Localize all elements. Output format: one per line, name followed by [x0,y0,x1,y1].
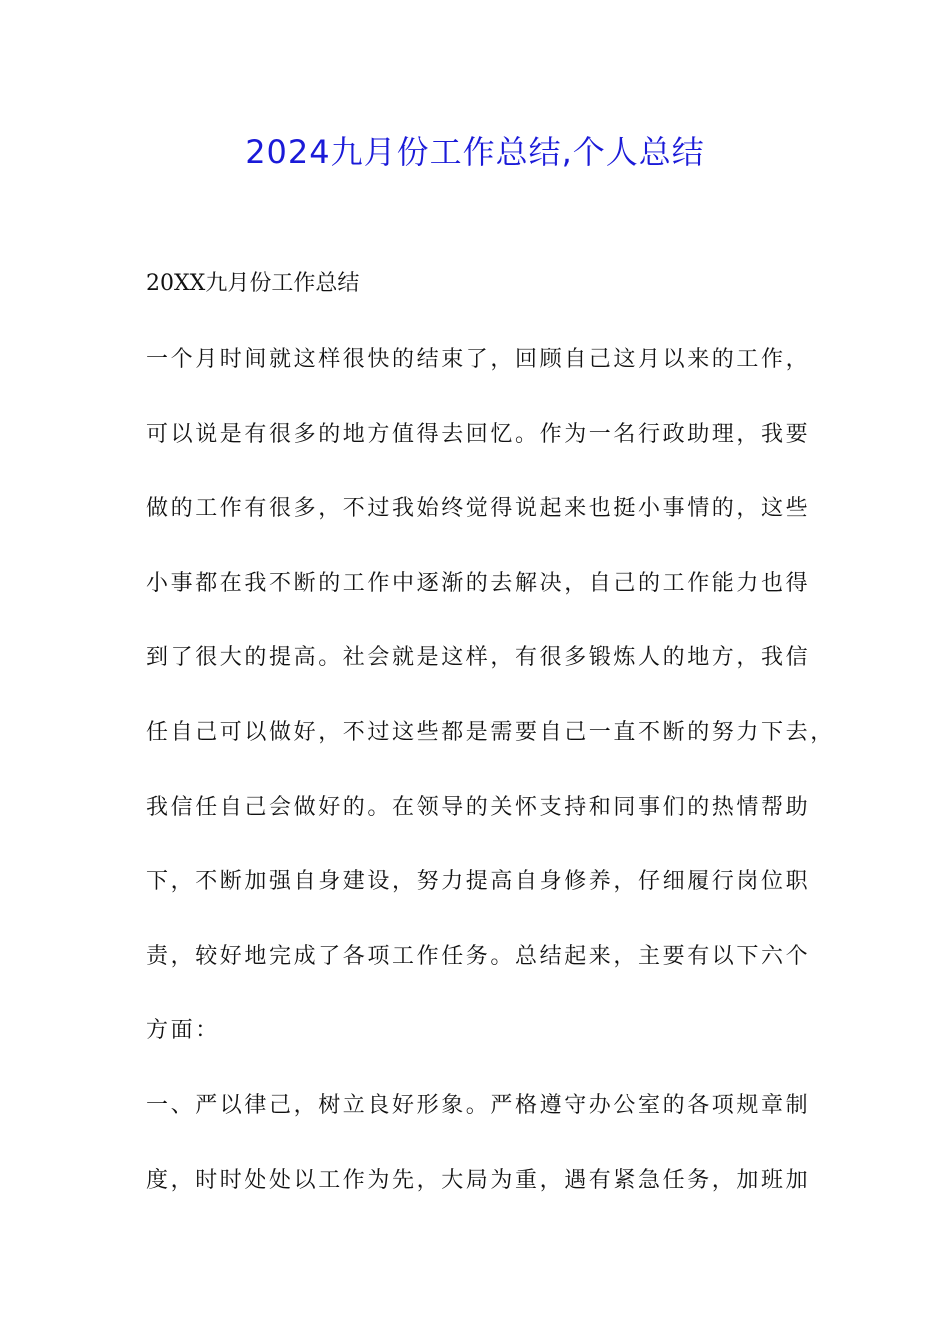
text-line: 可以说是有很多的地方值得去回忆。作为一名行政助理，我要 [146,421,811,447]
text-line: 一、严以律己，树立良好形象。严格遵守办公室的各项规章制 [146,1092,811,1118]
text-line: 下，不断加强自身建设，努力提高自身修养，仔细履行岗位职 [146,869,811,895]
text-line: 任自己可以做好，不过这些都是需要自己一直不断的努力下去， [146,719,835,745]
text-line: 度，时时处处以工作为先，大局为重，遇有紧急任务，加班加 [146,1167,811,1193]
body-text [146,340,836,1235]
text-line: 做的工作有很多，不过我始终觉得说起来也挺小事情的，这些 [146,496,811,522]
section-subheading: 20XX九月份工作总结 [146,271,360,296]
text-line: 到了很大的提高。社会就是这样，有很多锻炼人的地方，我信 [146,645,811,671]
text-line: 责，较好地完成了各项工作任务。总结起来，主要有以下六个 [146,943,811,969]
text-line: 小事都在我不断的工作中逐渐的去解决，自己的工作能力也得 [146,570,811,596]
text-line: 一个月时间就这样很快的结束了，回顾自己这月以来的工作， [146,347,811,372]
text-line: 方面： [146,1018,220,1044]
document-title: 2024九月份工作总结,个人总结 [245,133,705,171]
text-line: 我信任自己会做好的。在领导的关怀支持和同事们的热情帮助 [146,794,811,820]
